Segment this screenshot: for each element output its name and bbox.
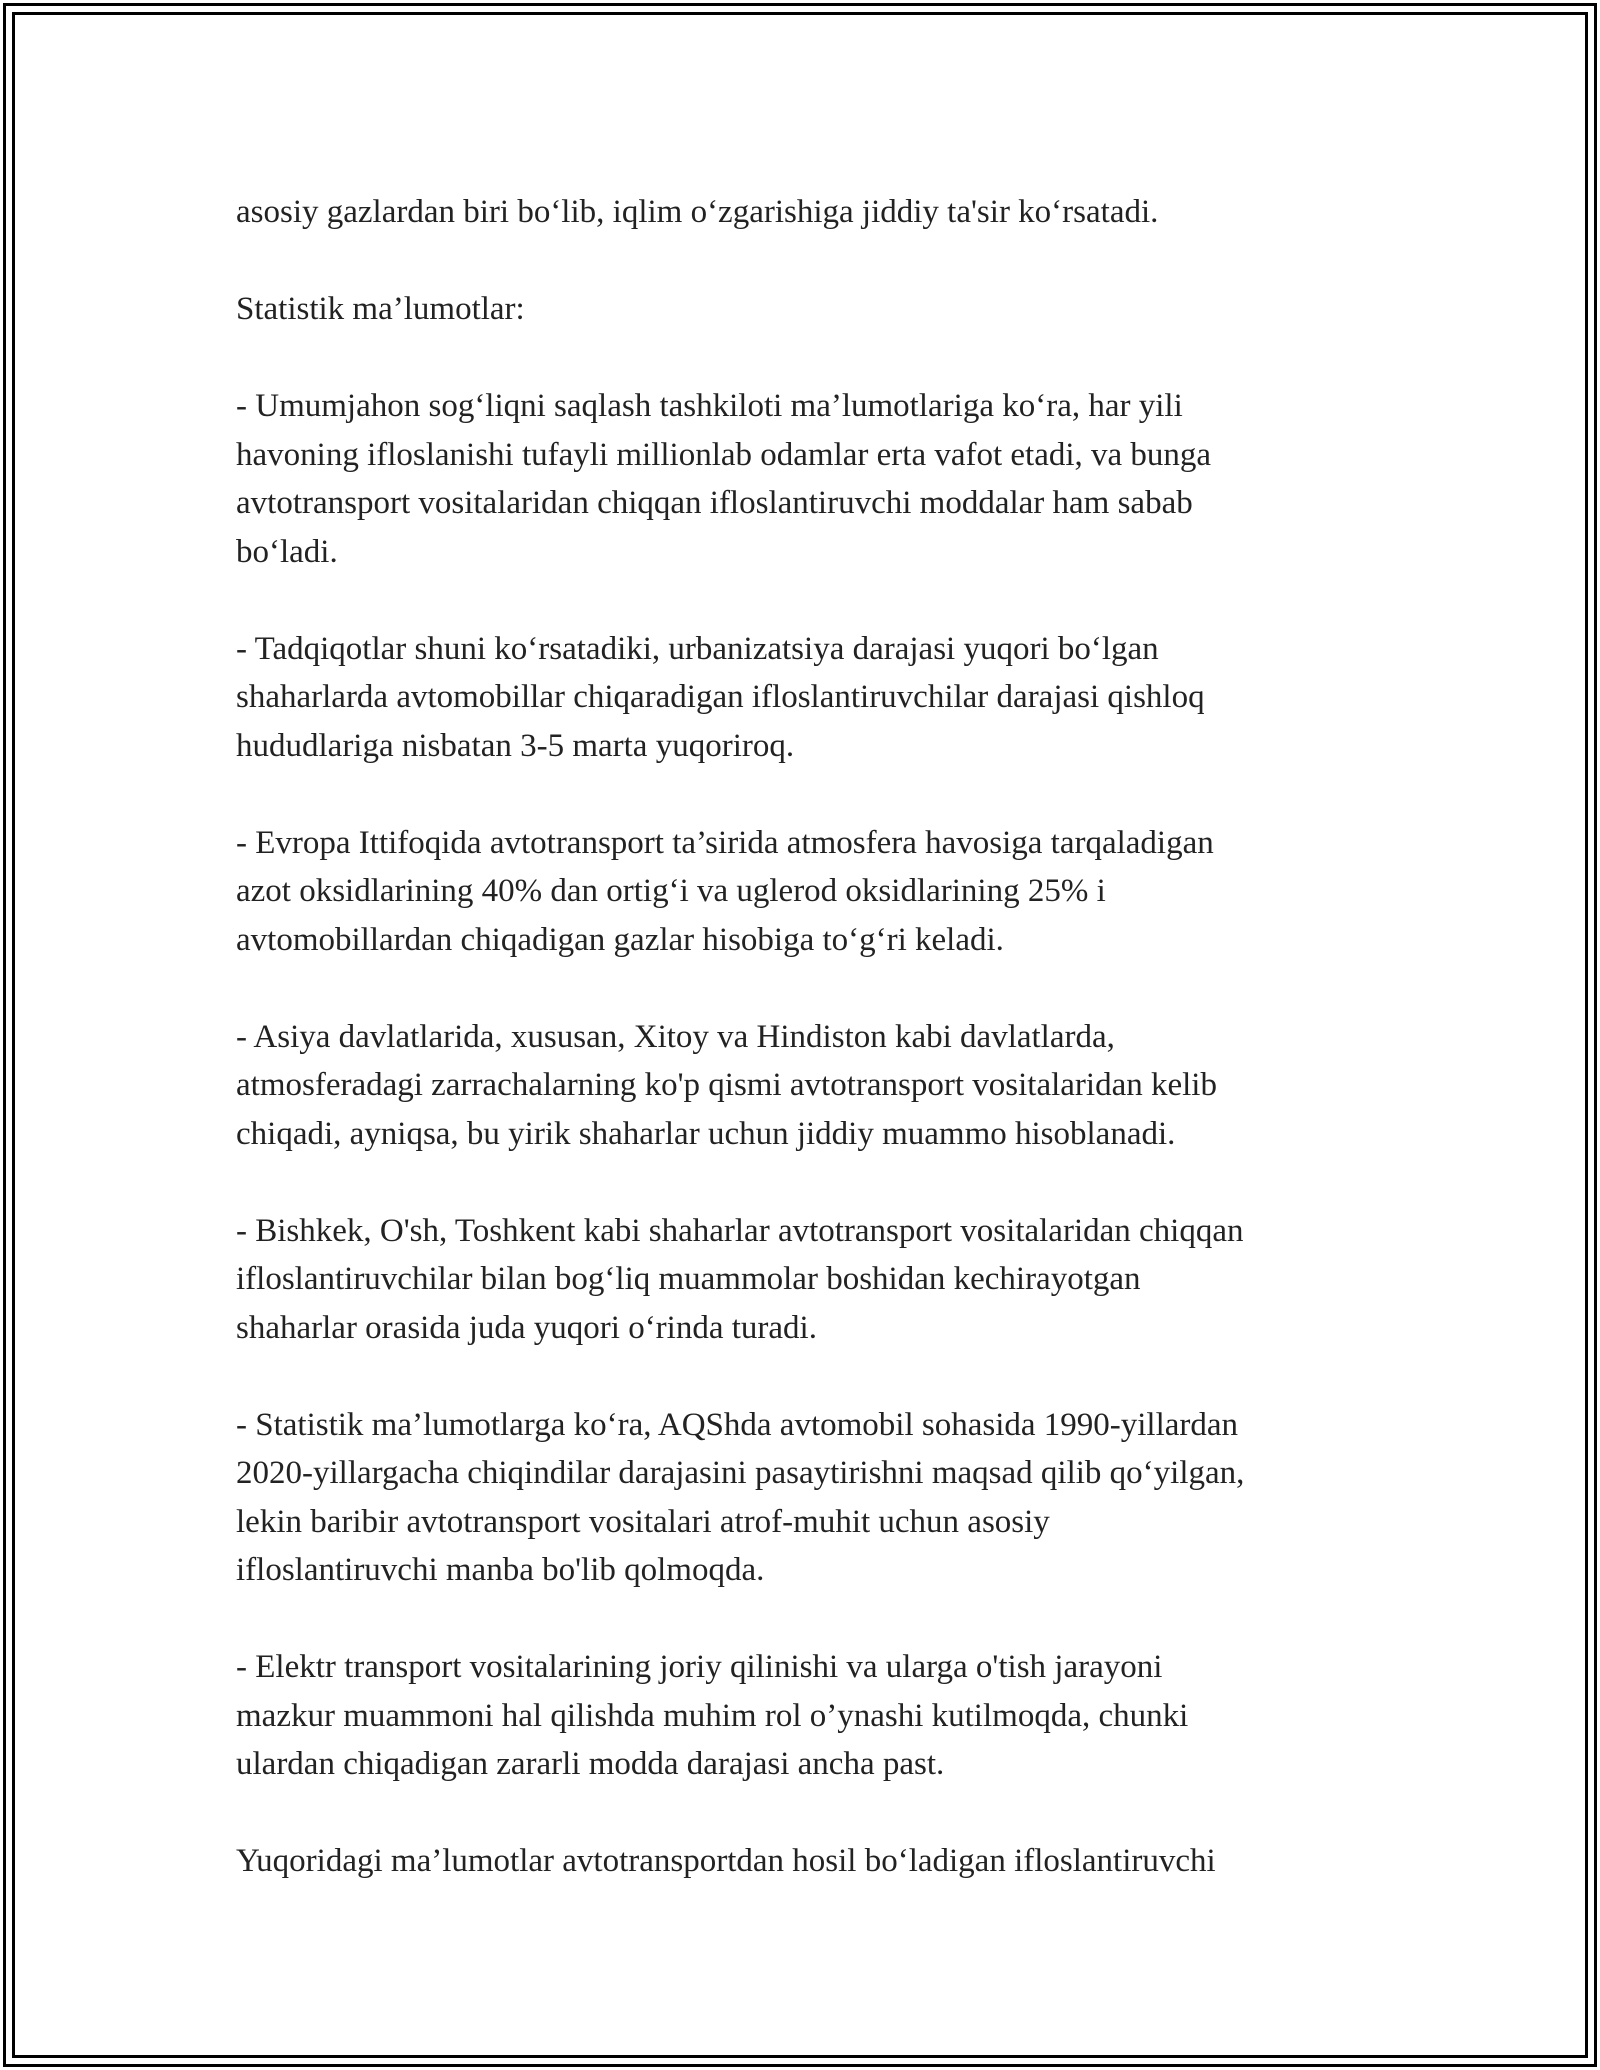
paragraph-continuation: asosiy gazlardan biri bo‘lib, iqlim o‘zgarishiga jiddiy ta'sir ko‘rsatadi. (236, 194, 1159, 230)
list-item-central-asian-cities: - Bishkek, O'sh, Toshkent kabi shaharlar avtotransport vositalaridan chiqqan ifloslantiruvchilar bilan bog‘liq muammolar boshidan kechirayotgan shaharlar orasida juda yuqori o‘rinda turadi. (236, 1212, 1244, 1346)
section-heading-statistics: Statistik ma’lumotlar: (236, 291, 525, 327)
list-item-electric-transport: - Elektr transport vositalarining joriy qilinishi va ularga o'tish jarayoni mazkur muammoni hal qilishda muhim rol o’ynashi kutilmoqda, chunki ulardan chiqadigan zararli modda darajasi ancha past. (236, 1649, 1189, 1782)
list-item-asia: - Asiya davlatlarida, xususan, Xitoy va Hindiston kabi davlatlarda, atmosferadagi zarrachalarning ko'p qismi avtotransport vositalaridan kelib chiqadi, ayniqsa, bu yirik shaharlar uchun jiddiy muammo hisoblanadi. (236, 1018, 1217, 1152)
list-item-who-statistics: - Umumjahon sog‘liqni saqlash tashkiloti ma’lumotlariga ko‘ra, har yili havoning ifloslanishi tufayli millionlab odamlar erta vafot etadi, va bunga avtotransport vositalaridan chiqqan ifloslantiruvchi moddalar ham sabab bo‘ladi. (236, 388, 1212, 570)
paragraph-conclusion: Yuqoridagi ma’lumotlar avtotransportdan hosil bo‘ladigan ifloslantiruvchi (236, 1843, 1216, 1879)
document-body (236, 188, 1366, 1886)
list-item-european-union: - Evropa Ittifoqida avtotransport ta’sirida atmosfera havosiga tarqaladigan azot oksidlarining 40% dan ortig‘i va uglerod oksidlarining 25% i avtomobillardan chiqadigan gazlar hisobiga to‘g‘ri keladi. (236, 824, 1214, 958)
list-item-usa: - Statistik ma’lumotlarga ko‘ra, AQShda avtomobil sohasida 1990-yillardan 2020-yillargacha chiqindilar darajasini pasaytirishni maqsad qilib qo‘yilgan, lekin baribir avtotransport vositalari atrof-muhit uchun asosiy ifloslantiruvchi manba bo'lib qolmoqda. (236, 1406, 1245, 1588)
list-item-urbanization: - Tadqiqotlar shuni ko‘rsatadiki, urbanizatsiya darajasi yuqori bo‘lgan shaharlarda avtomobillar chiqaradigan ifloslantiruvchilar darajasi qishloq hududlariga nisbatan 3-5 marta yuqoriroq. (236, 630, 1205, 764)
